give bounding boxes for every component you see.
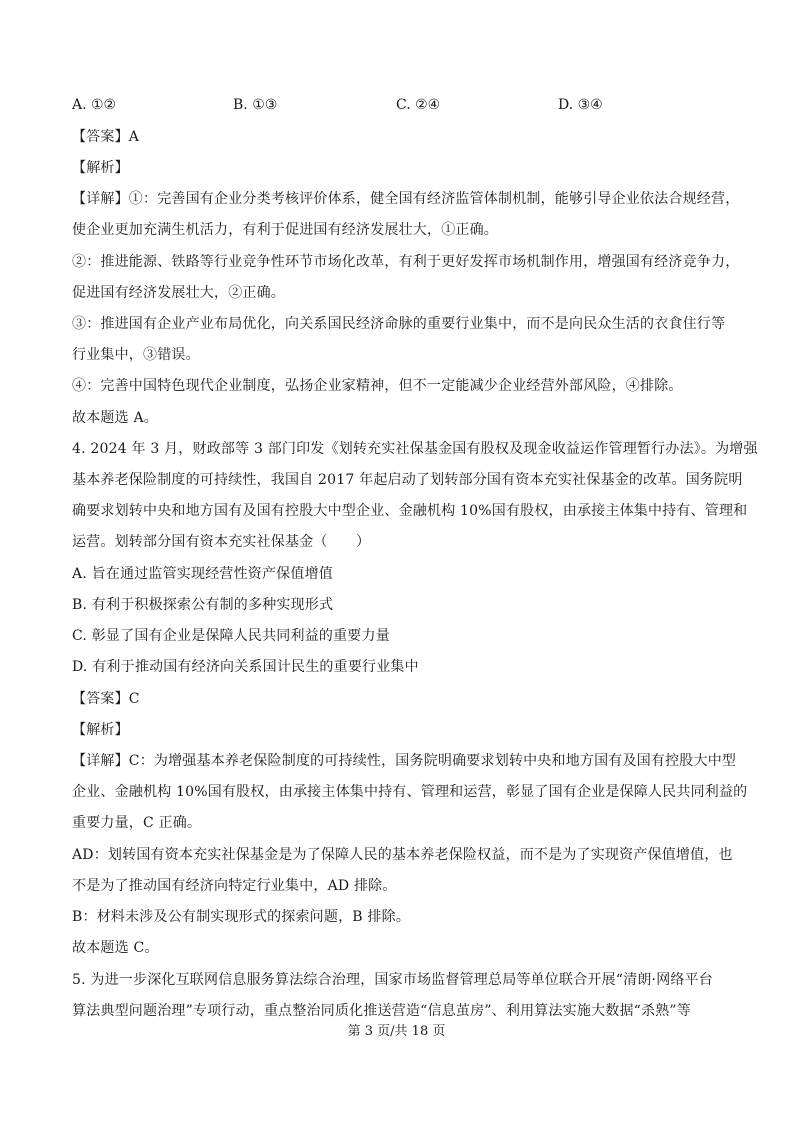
page-number-footer: 第 3 页/共 18 页 <box>347 1024 446 1039</box>
q4-detail-line: 不是为了推动国有经济向特定行业集中，AD 排除。 <box>72 878 397 894</box>
q3-answer: 【答案】A <box>72 129 140 145</box>
option-d: D. ③④ <box>558 97 603 113</box>
q5-stem-line: 算法典型问题治理”专项行动，重点整治同质化推送营造“信息茧房”、利用算法实施大数据“杀熟”等 <box>72 1003 691 1019</box>
q4-option-a: A. 旨在通过监管实现经营性资产保值增值 <box>72 566 334 582</box>
q4-analysis-label: 【解析】 <box>72 722 129 738</box>
q3-detail-line: ②：推进能源、铁路等行业竞争性环节市场化改革，有利于更好发挥市场机制作用，增强国有经济竞争力， <box>72 254 740 270</box>
q4-option-c: C. 彰显了国有企业是保障人民共同利益的重要力量 <box>72 628 390 644</box>
q4-detail-line: 重要力量，C 正确。 <box>72 815 202 831</box>
q3-detail-line: ③：推进国有企业产业布局优化，向关系国民经济命脉的重要行业集中，而不是向民众生活的衣食住行等 <box>72 316 726 332</box>
q4-detail-line: AD：划转国有资本充实社保基金是为了保障人民的基本养老保险权益，而不是为了实现资产保值增值，也 <box>72 847 733 863</box>
q4-answer: 【答案】C <box>72 691 140 707</box>
q3-detail-line: 行业集中，③错误。 <box>72 347 200 363</box>
q3-detail-line: 促进国有经济发展壮大，②正确。 <box>72 285 285 301</box>
q4-stem-line: 确要求划转中央和地方国有及国有控股大中型企业、金融机构 10%国有股权，由承接主体集中持有、管理和 <box>72 503 748 519</box>
q4-stem-line: 基本养老保险制度的可持续性，我国自 2017 年起启动了划转部分国有资本充实社保基金的改革。国务院明 <box>72 472 743 488</box>
q4-option-b: B. 有利于积极探索公有制的多种实现形式 <box>72 597 334 613</box>
q4-detail-line: 企业、金融机构 10%国有股权，由承接主体集中持有、管理和运营，彰显了国有企业是保障人民共同利益的 <box>72 784 748 800</box>
q4-option-d: D. 有利于推动国有经济向关系国计民生的重要行业集中 <box>72 659 419 675</box>
q3-detail-line: ④：完善中国特色现代企业制度，弘扬企业家精神，但不一定能减少企业经营外部风险，④排除。 <box>72 378 683 394</box>
q4-detail-line: B：材料未涉及公有制实现形式的探索问题，B 排除。 <box>72 909 411 925</box>
q4-detail-line: 【详解】C：为增强基本养老保险制度的可持续性，国务院明确要求划转中央和地方国有及国有控股大中型 <box>72 753 737 769</box>
q4-conclusion: 故本题选 C。 <box>72 940 159 956</box>
q3-analysis-label: 【解析】 <box>72 160 129 176</box>
option-a: A. ①② <box>72 97 117 113</box>
q4-stem-line: 4. 2024 年 3 月，财政部等 3 部门印发《划转充实社保基金国有股权及现金收益运作管理暂行办法》。为增强 <box>72 441 758 457</box>
option-c: C. ②④ <box>396 97 441 113</box>
q5-stem-line: 5. 为进一步深化互联网信息服务算法综合治理，国家市场监督管理总局等单位联合开展“清朗·网络平台 <box>72 972 714 988</box>
q4-stem-line: 运营。划转部分国有资本充实社保基金（ ） <box>72 534 371 550</box>
q3-detail-line: 【详解】①：完善国有企业分类考核评价体系，健全国有经济监管体制机制，能够引导企业依法合规经营， <box>72 191 740 207</box>
q3-detail-line: 使企业更加充满生机活力，有利于促进国有经济发展壮大，①正确。 <box>72 222 498 238</box>
q3-conclusion: 故本题选 A。 <box>72 410 158 426</box>
option-b: B. ①③ <box>233 97 278 113</box>
